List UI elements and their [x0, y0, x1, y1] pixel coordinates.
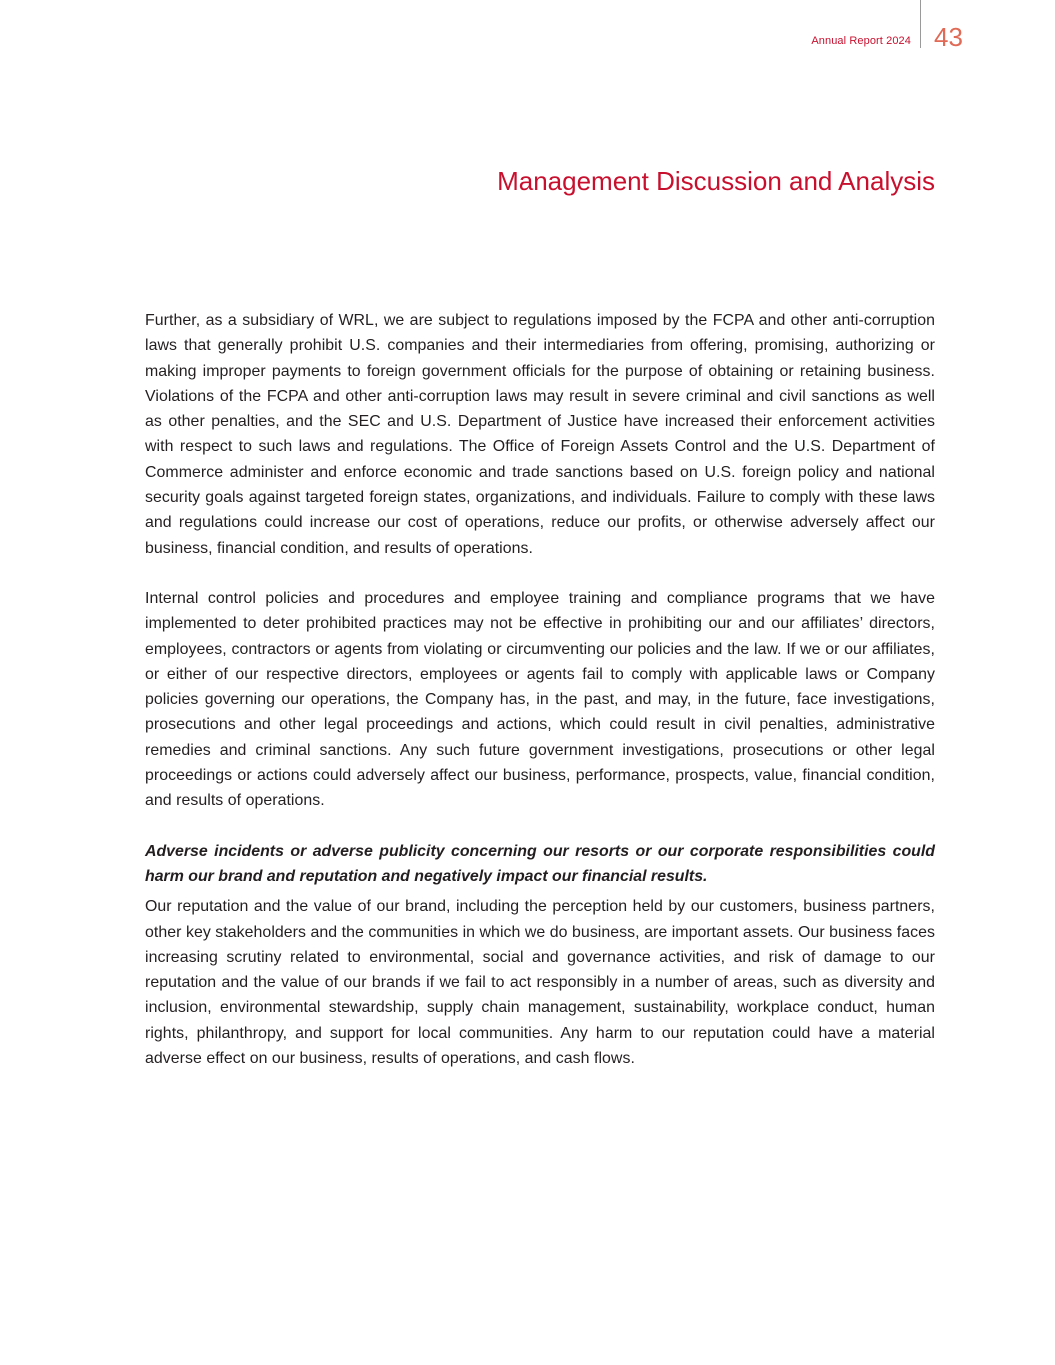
- paragraph-fcpa: Further, as a subsidiary of WRL, we are subject to regulations imposed by the FCPA and other anti-corruption laws that generally prohibit U.S. companies and their intermediaries from offering, promising, authorizing or making improper payments to foreign government officials for the purpose of obtaining or retaining business. Violations of the FCPA and other anti-corruption laws may result in severe criminal and civil sanctions as well as other penalties, and the SEC and U.S. Department of Justice have increased their enforcement activities with respect to such laws and regulations. The Office of Foreign Assets Control and the U.S. Department of Commerce administer and enforce economic and trade sanctions based on U.S. foreign policy and national security goals against targeted foreign states, organizations, and individuals. Failure to comply with these laws and regulations could increase our cost of operations, reduce our profits, or otherwise adversely affect our business, financial condition, and results of operations.: [145, 312, 935, 557]
- paragraph-internal-controls: Internal control policies and procedures and employee training and compliance programs that we have implemented to deter prohibited practices may not be effective in prohibiting our and our affiliates’ directors, employees, contractors or agents from violating or circumventing our policies and the law. If we or our affiliates, or either of our respective directors, employees or agents fail to comply with applicable laws or Company policies governing our operations, the Company has, in the past, and may, in the future, face investigations, prosecutions and other legal proceedings and actions, which could result in civil penalties, administrative remedies and criminal sanctions. Any such future government investigations, prosecutions or other legal proceedings or actions could adversely affect our business, performance, prospects, value, financial condition, and results of operations.: [145, 589, 935, 810]
- risk-subheading: Adverse incidents or adverse publicity concerning our resorts or our corporate responsibilities could harm our brand and reputation and negatively impact our financial results.: [145, 842, 935, 885]
- paragraph-reputation: Our reputation and the value of our brand, including the perception held by our customers, business partners, other key stakeholders and the communities in which we do business, are important assets. Our business faces increasing scrutiny related to environmental, social and governance activities, and risk of damage to our reputation and the value of our brands if we fail to act responsibly in a number of areas, such as diversity and inclusion, environmental stewardship, supply chain management, sustainability, workplace conduct, human rights, philanthropy, and support for local communities. Any harm to our reputation could have a material adverse effect on our business, results of operations, and cash flows.: [145, 898, 935, 1068]
- body-text: [145, 308, 935, 1071]
- page-title: Management Discussion and Analysis: [497, 166, 935, 196]
- page-number: 43: [934, 22, 963, 52]
- header-divider: [920, 0, 921, 48]
- report-label: Annual Report 2024: [811, 35, 911, 47]
